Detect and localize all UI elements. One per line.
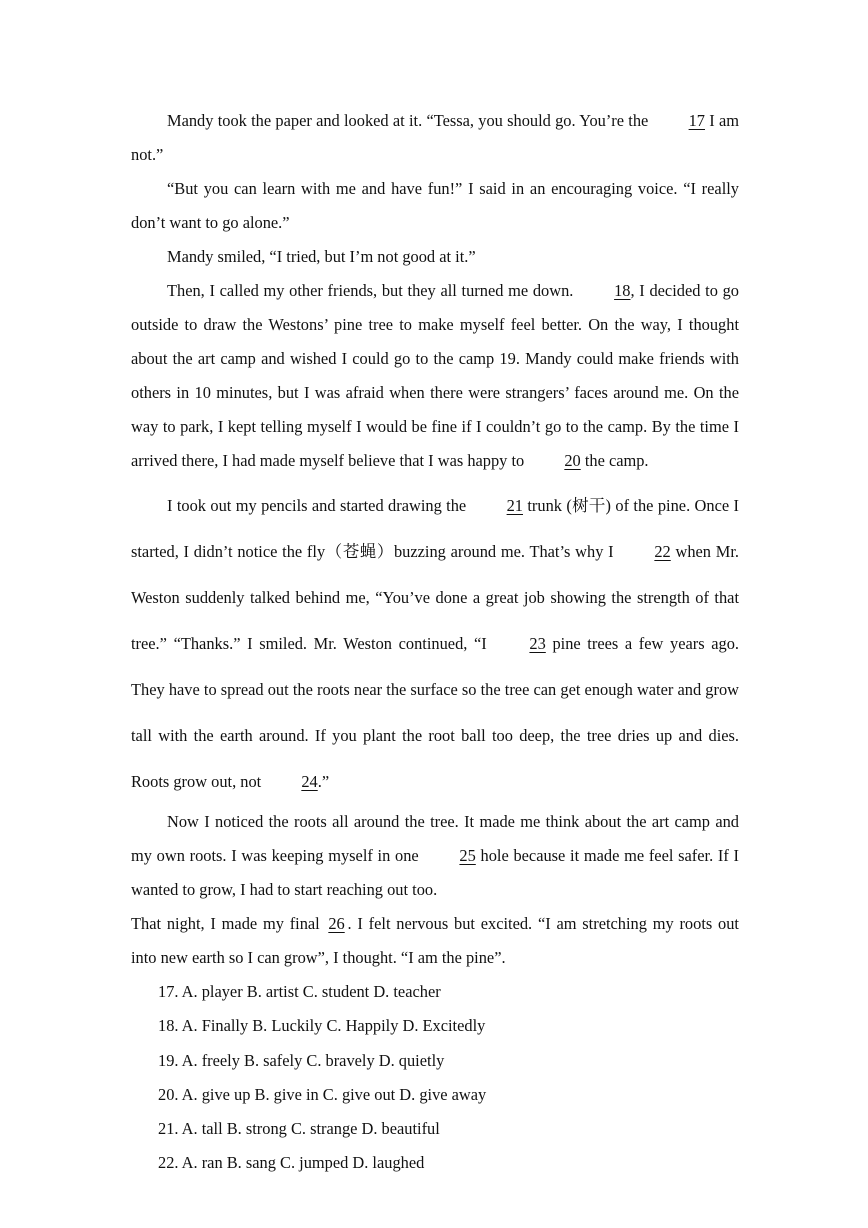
blank-24: 24 <box>301 772 318 791</box>
option-18: 18. A. Finally B. Luckily C. Happily D. Excitedly <box>158 1016 486 1036</box>
text: trunk (树干) of the pine. Once I started, I didn’t notice the fly（苍蝇）buzzing around me. That’s why I <box>131 496 740 561</box>
paragraph-6 <box>131 805 739 907</box>
option-17: 17. A. player B. artist C. student D. teacher <box>158 982 441 1001</box>
blank-18: 18 <box>614 281 631 300</box>
blank-23: 23 <box>529 634 546 653</box>
paragraph-7 <box>131 907 739 975</box>
text: “But you can learn with me and have fun!” I said in an encouraging voice. “I really don’t want to go alone.” <box>131 179 739 232</box>
text: hole because it made me feel safer. If I wanted to grow, I had to start reaching out too. <box>131 846 739 899</box>
blank-26: 26 <box>328 914 345 933</box>
blank-22: 22 <box>654 542 671 561</box>
paragraph-3 <box>131 240 739 274</box>
text: I took out my pencils and started drawing the <box>167 496 471 515</box>
text: I am not.” <box>131 111 740 164</box>
text: the camp. <box>580 451 649 470</box>
answer-options <box>131 975 739 1181</box>
text: That night, I made my final <box>131 914 326 933</box>
option-21: 21. A. tall B. strong C. strange D. beautiful <box>158 1119 440 1139</box>
blank-17: 17 <box>688 111 705 130</box>
paragraph-1 <box>131 104 739 172</box>
text: Then, I called my other friends, but they all turned me down. <box>167 281 579 300</box>
text: when Mr. Weston suddenly talked behind me, “You’ve done a great job showing the strength of that tree.” “Thanks.” I smiled. Mr. Weston continued, “I <box>131 542 739 653</box>
option-20: 20. A. give up B. give in C. give out D. give away <box>158 1084 487 1104</box>
text: Now I noticed the roots all around the tree. It made me think about the art camp and my own roots. I was keeping myself in one <box>131 812 739 865</box>
blank-20: 20 <box>564 451 581 470</box>
blank-21: 21 <box>506 496 523 515</box>
text: Mandy took the paper and looked at it. “Tessa, you should go. You’re the <box>167 111 653 130</box>
blank-25: 25 <box>459 846 476 865</box>
text: Mandy smiled, “I tried, but I’m not good at it.” <box>167 247 476 266</box>
option-19: 19. A. freely B. safely C. bravely D. quietly <box>158 1050 445 1070</box>
text: pine trees a few years ago. They have to spread out the roots near the surface so the tree can get enough water and grow tall with the earth around. If you plant the root ball too deep, the tree dries up and dies. Roots grow out, not <box>131 634 740 791</box>
text: . I felt nervous but excited. “I am stretching my roots out into new earth so I can grow”, I thought. “I am the pine”. <box>131 914 739 967</box>
paragraph-4 <box>131 274 739 478</box>
text: , I decided to go outside to draw the Westons’ pine tree to make myself feel better. On the way, I thought about the art camp and wished I could go to the camp 19. Mandy could make friends with others in 10 minutes, but I was afraid when there were strangers’ faces around me. On the way to park, I kept telling myself I would be fine if I couldn’t go to the camp. By the time I arrived there, I had made myself believe that I was happy to <box>131 281 739 470</box>
document-page <box>131 104 739 1181</box>
option-22: 22. A. ran B. sang C. jumped D. laughed <box>158 1153 425 1173</box>
text: .” <box>317 772 330 791</box>
paragraph-2 <box>131 172 739 240</box>
paragraph-5 <box>131 483 739 805</box>
